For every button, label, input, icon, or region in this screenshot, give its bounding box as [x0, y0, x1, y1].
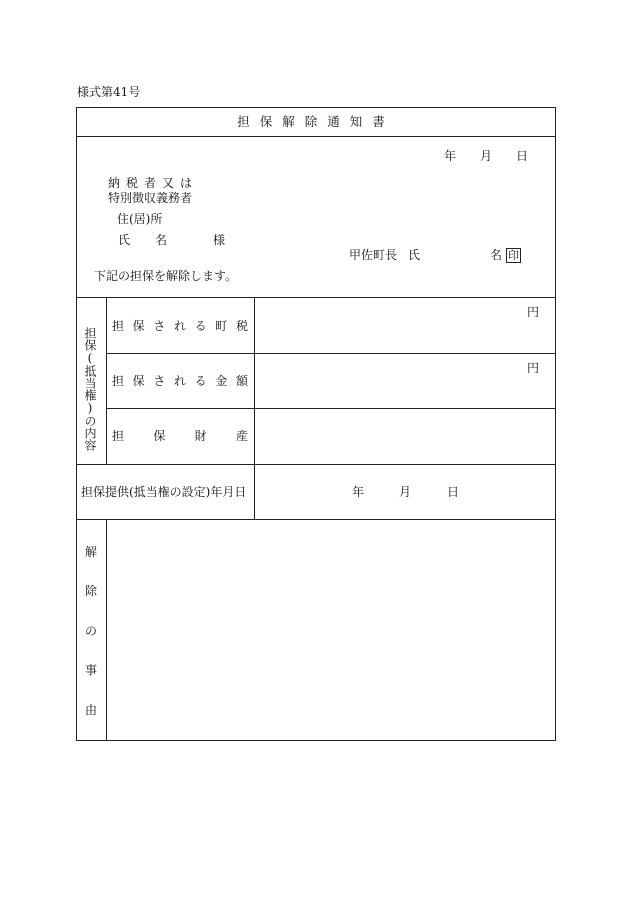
property-char-1: 担 [112, 429, 125, 443]
content-section-heading: 担保(抵当権)の内容 [83, 327, 97, 451]
reason-char-4: 事 [84, 663, 97, 677]
rule-content-mid [254, 297, 255, 519]
property-char-4: 産 [235, 429, 248, 443]
address-label: 住(居)所 [117, 212, 163, 226]
date-day: 日 [516, 149, 529, 163]
row-tax-unit: 円 [527, 305, 540, 319]
issuer-name-signature [490, 248, 521, 263]
name-label-2: 名 [155, 233, 168, 247]
notice-text: 下記の担保を解除します。 [94, 269, 238, 283]
label-char: る [194, 319, 207, 333]
rule-provision [76, 519, 556, 520]
provision-month: 月 [399, 485, 412, 499]
rule-content-left [106, 297, 107, 464]
honorific: 様 [213, 233, 226, 247]
rule-header [76, 297, 556, 298]
date-year: 年 [444, 149, 457, 163]
rule-row1 [106, 353, 556, 354]
reason-char-3: の [84, 623, 97, 638]
label-char: れ [173, 319, 186, 333]
label-char: 税 [235, 319, 248, 333]
label-char: 町 [215, 319, 228, 333]
row-property-label [112, 430, 248, 442]
label-char: 保 [132, 319, 145, 333]
reason-char-2: 除 [84, 584, 97, 598]
label-char: 担 [112, 374, 125, 388]
reason-char-1: 解 [84, 544, 97, 559]
label-char: れ [173, 374, 186, 388]
reason-char-5: 由 [84, 702, 97, 717]
rule-reason-left [106, 519, 107, 741]
seal-mark: 印 [508, 249, 520, 262]
row-amount-unit: 円 [527, 361, 540, 375]
label-char: 保 [132, 374, 145, 388]
form-title: 担保解除通知書 [237, 114, 395, 129]
row-tax-label [112, 320, 248, 332]
property-char-2: 保 [153, 429, 166, 443]
property-char-3: 財 [194, 429, 207, 443]
row-amount-label [112, 375, 248, 387]
issuer-title: 甲佐町長 [349, 248, 398, 262]
date-month: 月 [480, 149, 493, 163]
recipient-line2: 特別徴収義務者 [108, 191, 193, 205]
issuer-name-label-2: 名 [490, 248, 503, 262]
rule-title [76, 136, 556, 137]
recipient-line1: 納税者又は [108, 176, 199, 190]
label-char: 金 [215, 374, 228, 388]
release-reason-heading [76, 520, 106, 740]
label-char: る [194, 374, 207, 388]
label-char: さ [153, 374, 166, 388]
label-char: 担 [112, 319, 125, 333]
label-char: さ [153, 319, 166, 333]
provision-date-label: 担保提供(抵当権の設定)年月日 [81, 485, 247, 499]
name-label-1: 氏 [118, 233, 131, 247]
issuer-name-label-1: 氏 [408, 248, 421, 262]
form-number: 様式第41号 [77, 85, 141, 99]
provision-day: 日 [447, 485, 460, 499]
rule-row2 [106, 408, 556, 409]
provision-year: 年 [352, 485, 365, 499]
rule-content [76, 464, 556, 465]
label-char: 額 [235, 374, 248, 388]
